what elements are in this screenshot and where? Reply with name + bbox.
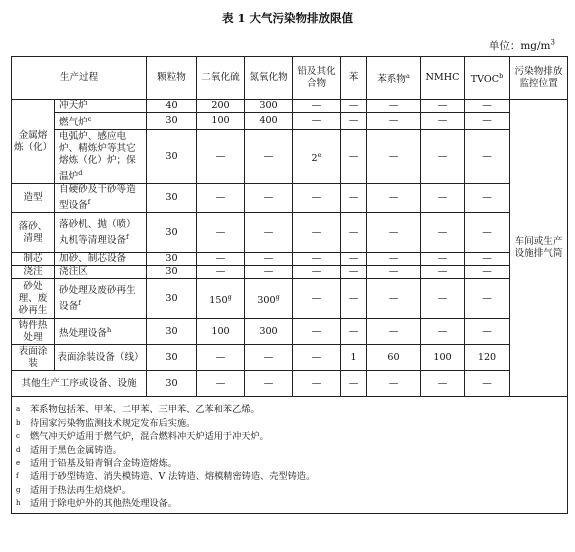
table-row [12,266,568,279]
dash-cell: — [245,266,293,279]
dash-cell: — [367,113,421,130]
table-row [12,130,568,184]
dash-cell: — [367,130,421,184]
table-row [12,371,568,397]
group-cell: 落砂、清理 [12,213,55,253]
footnote: a 苯系物包括苯、甲苯、二甲苯、三甲苯、乙苯和苯乙烯。 [16,404,260,416]
table-row [12,253,568,266]
dash-cell: — [293,100,341,113]
dash-cell: — [367,279,421,319]
dash-cell: — [341,253,367,266]
dash-cell: — [421,184,465,213]
value-cell: 30 [147,266,197,279]
dash-cell: — [341,319,367,345]
value-cell: 40 [147,100,197,113]
table-row [12,345,568,371]
value-cell: 30 [147,319,197,345]
dash-cell: — [293,345,341,371]
value-cell: 30 [147,184,197,213]
header-monitor: 污染物排放监控位置 [510,57,568,100]
value-cell: 1 [341,345,367,371]
value-cell: 300 [245,319,293,345]
header-so2: 二氧化硫 [197,57,245,100]
dash-cell: — [465,113,510,130]
value-cell: 200 [197,100,245,113]
header-benzene: 苯 [341,57,367,100]
dash-cell: — [341,113,367,130]
dash-cell: — [293,184,341,213]
footnote: e 适用于铅基及铅青铜合金铸造熔炼。 [16,458,177,469]
footnote: b 待国家污染物监测技术规定发布后实施。 [16,417,196,429]
footnote: d 适用于黑色金属铸造。 [16,444,122,456]
footnote: g 适用于热法再生焙烧炉。 [16,484,132,496]
value-cell: 400 [245,113,293,130]
header-nmhc: NMHC [421,57,465,100]
process-cell: 表面涂装设备（线） [55,345,147,371]
dash-cell: — [293,279,341,319]
header-benzene-series: 苯系物$^a$ [367,57,421,100]
value-cell: 30 [147,113,197,130]
value-cell: 300$^g$ [245,279,293,319]
group-cell: 其他生产工序或设备、设施 [12,371,147,397]
table-row [12,279,568,319]
header-nox: 氮氧化物 [245,57,293,100]
dash-cell: — [197,345,245,371]
dash-cell: — [465,371,510,397]
dash-cell: — [465,253,510,266]
table-row [12,184,568,213]
value-cell: 30 [147,371,197,397]
value-cell: 120 [465,345,510,371]
dash-cell: — [197,253,245,266]
process-cell: 电弧炉、感应电炉、精炼炉等其它熔炼（化）炉；保温炉$^d$ [55,130,147,184]
group-cell: 金属熔炼（化） [12,100,55,184]
process-cell: 浇注区 [55,266,147,279]
dash-cell: — [341,184,367,213]
dash-cell: — [465,213,510,253]
dash-cell: — [421,266,465,279]
dash-cell: — [245,130,293,184]
value-cell: 30 [147,130,197,184]
dash-cell: — [421,319,465,345]
footnote: f 适用于砂型铸造、消失模铸造、V 法铸造、熔模精密铸造、壳型铸造。 [16,471,316,483]
process-cell: 燃气炉$^c$ [55,113,147,130]
header-tvoc: TVOC$^b$ [465,57,510,100]
group-cell: 铸件热处理 [12,319,55,345]
dash-cell: — [465,100,510,113]
dash-cell: — [421,371,465,397]
dash-cell: — [341,130,367,184]
dash-cell: — [465,184,510,213]
dash-cell: — [465,279,510,319]
dash-cell: — [245,345,293,371]
value-cell: 60 [367,345,421,371]
value-cell: 2e [293,130,341,184]
header-pm: 颗粒物 [147,57,197,100]
process-cell: 加砂、制芯设备 [55,253,147,266]
footnote: c 燃气冲天炉适用于燃气炉，混合燃料冲天炉适用于冲天炉。 [16,431,269,443]
dash-cell: — [341,279,367,319]
dash-cell: — [421,253,465,266]
process-cell: 自硬砂及干砂等造型设备$^f$ [55,184,147,213]
dash-cell: — [245,213,293,253]
table-row [12,100,568,113]
group-cell: 砂处理、废砂再生 [12,279,55,319]
dash-cell: — [293,113,341,130]
dash-cell: — [293,371,341,397]
table-row [12,113,568,130]
dash-cell: — [245,253,293,266]
dash-cell: — [367,100,421,113]
dash-cell: — [421,279,465,319]
group-cell: 制芯 [12,253,55,266]
group-cell: 浇注 [12,266,55,279]
dash-cell: — [421,130,465,184]
dash-cell: — [367,266,421,279]
dash-cell: — [421,113,465,130]
value-cell: 30 [147,345,197,371]
value-cell: 100 [421,345,465,371]
dash-cell: — [465,130,510,184]
dash-cell: — [421,100,465,113]
header-process: 生产过程 [12,57,147,100]
dash-cell: — [245,184,293,213]
dash-cell: — [197,266,245,279]
notes-row [12,397,568,513]
unit-label: 单位：$mg/m^3$ [488,38,555,52]
footnotes [12,397,568,513]
process-cell: 砂处理及废砂再生设备$^f$ [55,279,147,319]
dash-cell: — [197,213,245,253]
table-row [12,319,568,345]
dash-cell: — [367,371,421,397]
footnote: h 适用于除电炉外的其他热处理设备。 [16,498,177,510]
process-cell: 落砂机、抛（喷）丸机等清理设备$^f$ [55,213,147,253]
group-cell: 造型 [12,184,55,213]
dash-cell: — [465,319,510,345]
dash-cell: — [341,213,367,253]
value-cell: 30 [147,213,197,253]
dash-cell: — [341,100,367,113]
process-cell: 热处理设备$^h$ [55,319,147,345]
dash-cell: — [341,266,367,279]
dash-cell: — [197,184,245,213]
value-cell: 30 [147,279,197,319]
dash-cell: — [367,184,421,213]
dash-cell: — [367,319,421,345]
value-cell: 30 [147,253,197,266]
process-cell: 冲天炉 [55,100,147,113]
header-lead: 铅及其化合物 [293,57,341,100]
emission-limits-table [11,56,568,514]
dash-cell: — [421,213,465,253]
dash-cell: — [293,319,341,345]
value-cell: 300 [245,100,293,113]
table-title: 表 1 大气污染物排放限值 [221,11,353,25]
dash-cell: — [465,266,510,279]
group-cell: 表面涂装 [12,345,55,371]
dash-cell: — [197,130,245,184]
value-cell: 100 [197,319,245,345]
value-cell: 100 [197,113,245,130]
dash-cell: — [293,266,341,279]
dash-cell: — [245,371,293,397]
dash-cell: — [197,371,245,397]
value-cell: 150$^g$ [197,279,245,319]
dash-cell: — [293,213,341,253]
monitor-location-cell: 车间或生产设施排气筒 [510,100,568,397]
dash-cell: — [367,213,421,253]
table-row [12,213,568,253]
dash-cell: — [293,253,341,266]
dash-cell: — [367,253,421,266]
dash-cell: — [341,371,367,397]
header-row [12,57,568,100]
